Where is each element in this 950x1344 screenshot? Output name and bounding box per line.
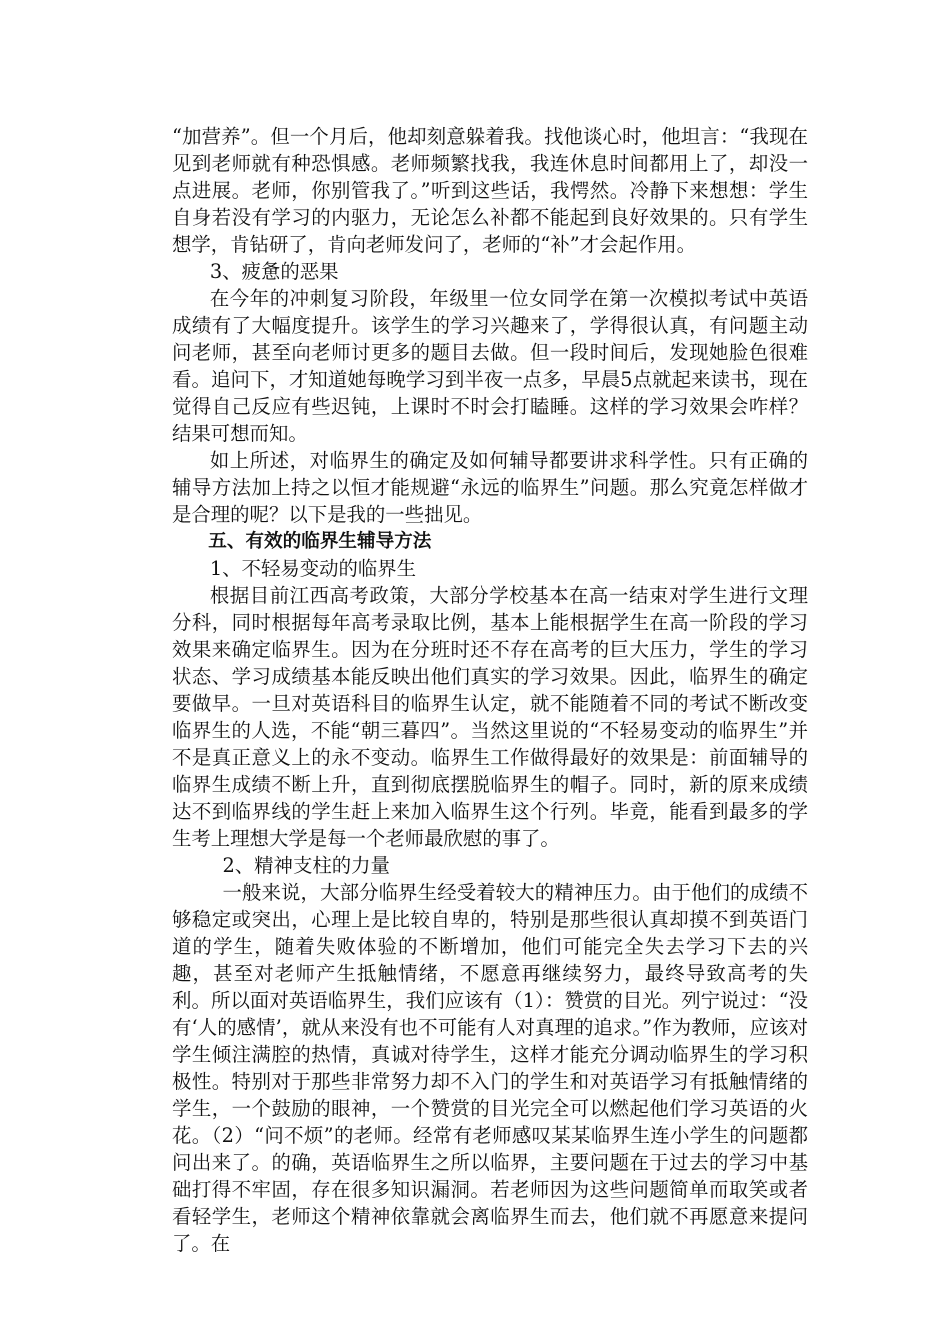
- subheading-spiritual-support: 2、精神支柱的力量: [222, 854, 390, 877]
- section-heading-effective-methods: 五、有效的临界生辅导方法: [208, 531, 432, 552]
- paragraph-spiritual-support: 一般来说，大部分临界生经受着较大的精神压力。由于他们的成绩不够稳定或突出，心理上是比较自卑的，特别是那些很认真却摸不到英语门道的学生，随着失败体验的不断增加，他们可能完全失去学习下去的兴趣，甚至对老师产生抵触情绪，不愿意再继续努力，最终导致高考的失利。所以面对英语临界生，我们应该有（1）：赞赏的目光。列宁说过：“没有‘人的感情’，就从来没有也不可能有人对真理的追求。”作为教师，应该对学生倾注满腔的热情，真诚对待学生，这样才能充分调动临界生的学习积极性。特别对于那些非常努力却不入门的学生和对英语学习有抵触情绪的学生，一个鼓励的眼神，一个赞赏的目光完全可以燃起他们学习英语的火花。（2）“问不烦”的老师。经常有老师感叹某某临界生连小学生的问题都问出来了。的确，英语临界生之所以临界，主要问题在于过去的学习中基础打得不牢固，存在很多知识漏洞。若老师因为这些问题简单而取笑或者看轻学生，老师这个精神依靠就会离临界生而去，他们就不再愿意来提问了。在: [172, 881, 808, 1255]
- paragraph-stable-students: 根据目前江西高考政策，大部分学校基本在高一结束对学生进行文理分科，同时根据每年高考录取比例，基本上能根据学生在高一阶段的学习效果来确定临界生。因为在分班时还不存在高考的巨大压力，学生的学习状态、学习成绩基本能反映出他们真实的学习效果。因此，临界生的确定要做早。一旦对英语科目的临界生认定，就不能随着不同的考试不断改变临界生的人选，不能“朝三暮四”。当然这里说的“不轻易变动的临界生”并不是真正意义上的永不变动。临界生工作做得最好的效果是：前面辅导的临界生成绩不断上升，直到彻底摆脱临界生的帽子。同时，新的原来成绩达不到临界线的学生赶上来加入临界生这个行列。毕竟，能看到最多的学生考上理想大学是每一个老师最欣慰的事了。: [172, 584, 808, 850]
- subheading-fatigue: 3、疲惫的恶果: [209, 260, 339, 283]
- subheading-stable-students: 1、不轻易变动的临界生: [209, 557, 417, 580]
- paragraph-continuation: “加营养”。但一个月后，他却刻意躲着我。找他谈心时，他坦言：“我现在见到老师就有种恐惧感。老师频繁找我，我连休息时间都用上了，却没一点进展。老师，你别管我了。”听到这些话，我愕然。冷静下来想想：学生自身若没有学习的内驱力，无论怎么补都不能起到良好效果的。只有学生想学，肯钻研了，肯向老师发问了，老师的“补”才会起作用。: [172, 125, 808, 256]
- document-body: [172, 123, 808, 1257]
- paragraph-fatigue-example: 在今年的冲刺复习阶段，年级里一位女同学在第一次模拟考试中英语成绩有了大幅度提升。该学生的学习兴趣来了，学得很认真，有问题主动问老师，甚至向老师讨更多的题目去做。但一段时间后，发现她脸色很难看。追问下，才知道她每晚学习到半夜一点多，早晨5点就起来读书，现在觉得自己反应有些迟钝，上课时不时会打瞌睡。这样的学习效果会咋样？结果可想而知。: [172, 287, 808, 445]
- paragraph-summary: 如上所述，对临界生的确定及如何辅导都要讲求科学性。只有正确的辅导方法加上持之以恒才能规避“永远的临界生”问题。那么究竟怎样做才是合理的呢？以下是我的一些拙见。: [172, 449, 808, 526]
